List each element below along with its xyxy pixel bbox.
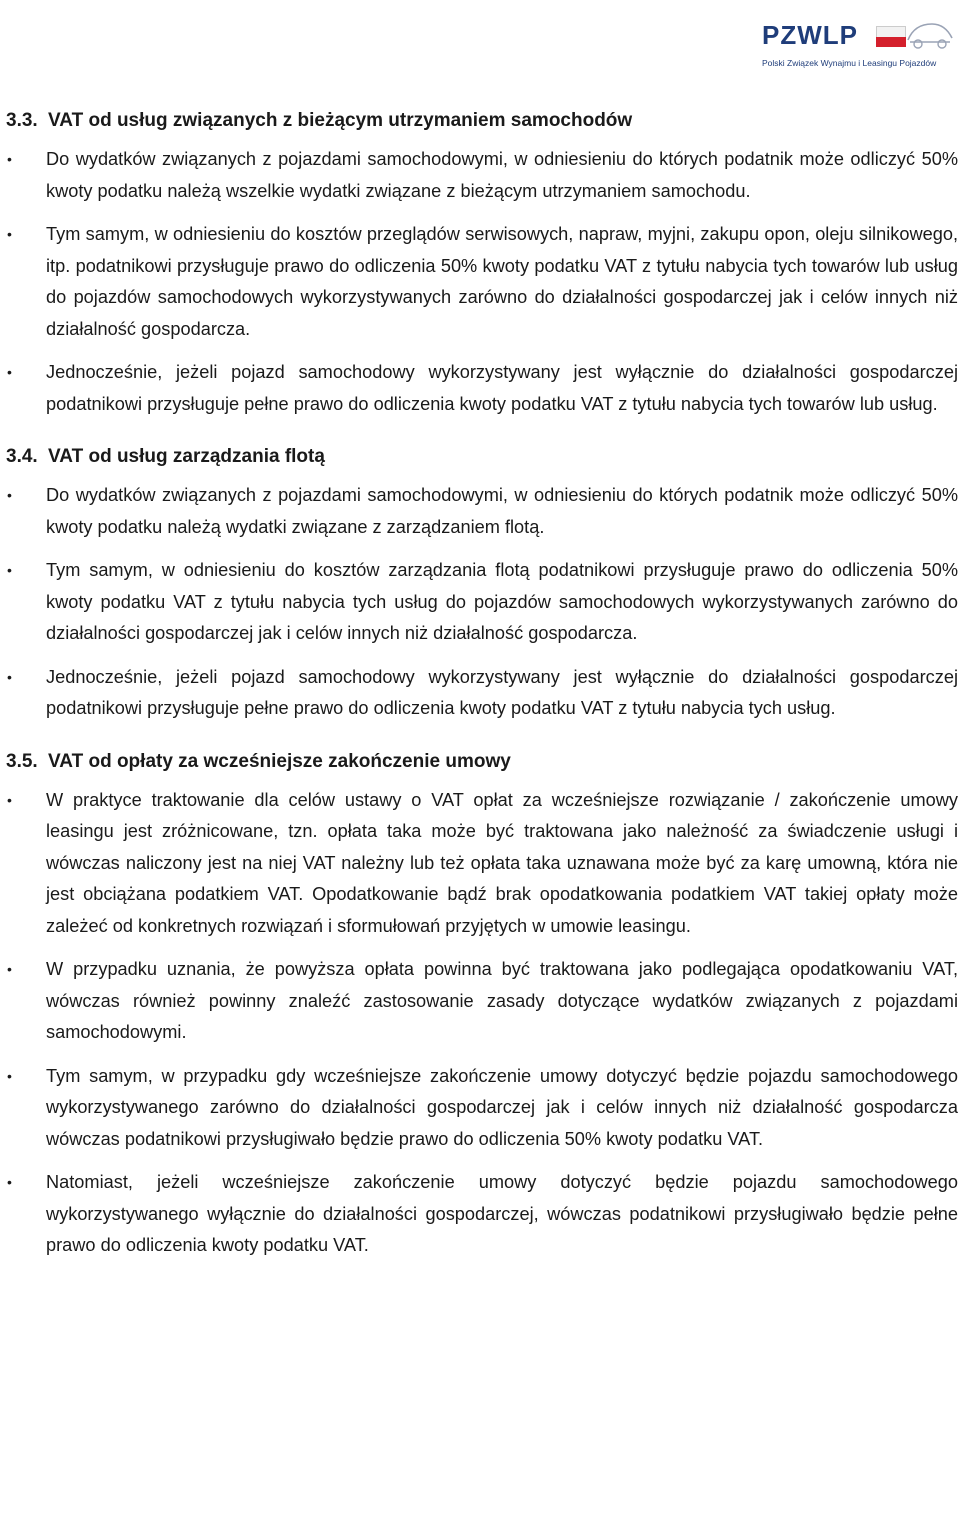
bullet-icon: • <box>7 961 12 977</box>
list-item: • Do wydatków związanych z pojazdami samochodowymi, w odniesieniu do których podatnik może odliczyć 50% kwoty podatku należą wszelkie wydatki związane z bieżącym utrzymaniem samochodu. <box>0 144 958 207</box>
section-title: VAT od opłaty za wcześniejsze zakończenie umowy <box>48 750 511 772</box>
bullet-list-3-5 <box>0 785 958 1262</box>
bullet-list-3-4 <box>0 480 958 725</box>
section-heading-3-3 <box>0 110 958 132</box>
bullet-icon: • <box>7 791 12 808</box>
list-item: • Jednocześnie, jeżeli pojazd samochodowy wykorzystywany jest wyłącznie do działalności gospodarczej podatnikowi przysługuje pełne prawo do odliczenia kwoty podatku VAT z tytułu nabycia tych towarów lub usług. <box>0 357 958 420</box>
bullet-icon: • <box>7 668 12 685</box>
list-item: • Jednocześnie, jeżeli pojazd samochodowy wykorzystywany jest wyłącznie do działalności gospodarczej podatnikowi przysługuje pełne prawo do odliczenia kwoty podatku VAT z tytułu nabycia tych usług. <box>0 662 958 725</box>
list-item: • W przypadku uznania, że powyższa opłata powinna być traktowana jako podlegająca opodatkowaniu VAT, wówczas również powinny znaleźć zastosowanie zasady dotyczące wydatków związanych z pojazdami samochodowymi. <box>0 954 958 1049</box>
bullet-icon: • <box>7 1067 12 1084</box>
list-item: • W praktyce traktowanie dla celów ustawy o VAT opłat za wcześniejsze rozwiązanie / zakończenie umowy leasingu jest zróżnicowane, tzn. opłata taka może być traktowana jako należność za świadczenie usługi i wówczas naliczony jest na niej VAT należny lub też opłata taka uznawana może być za karę umowną, która nie jest obciążana podatkiem VAT. Opodatkowanie bądź brak opodatkowania podatkiem VAT takiej opłaty może zależeć od konkretnych rozwiązań i sformułowań przyjętych w umowie leasingu. <box>0 785 958 943</box>
section-title: VAT od usług zarządzania flotą <box>48 446 325 467</box>
list-item: • Tym samym, w odniesieniu do kosztów przeglądów serwisowych, napraw, myjni, zakupu opon, oleju silnikowego, itp. podatnikowi przysługuje prawo do odliczenia 50% kwoty podatku VAT z tytułu nabycia tych towarów lub usług do pojazdów samochodowych wykorzystywanych zarówno do działalności gospodarczej jak i celów innych niż działalność gospodarcza. <box>0 219 958 345</box>
bullet-icon: • <box>7 487 12 503</box>
section-number: 3.4. <box>6 446 38 467</box>
bullet-list-3-3 <box>0 144 958 420</box>
bullet-icon: • <box>7 364 12 380</box>
bullet-icon: • <box>7 1174 12 1190</box>
document-body <box>0 110 958 1262</box>
section-heading-3-5 <box>0 751 958 773</box>
car-icon <box>906 18 954 52</box>
logo-tagline: Polski Związek Wynajmu i Leasingu Pojazdów <box>762 58 937 68</box>
bullet-icon: • <box>7 226 12 242</box>
section-number: 3.5. <box>6 750 38 772</box>
list-item: • Tym samym, w odniesieniu do kosztów zarządzania flotą podatnikowi przysługuje prawo do odliczenia 50% kwoty podatku VAT z tytułu nabycia tych usług do pojazdów samochodowych wykorzystywanych zarówno do działalności gospodarczej jak i celów innych niż działalność gospodarcza. <box>0 555 958 650</box>
section-number: 3.3. <box>6 110 38 131</box>
polish-flag-icon <box>876 26 906 46</box>
section-title: VAT od usług związanych z bieżącym utrzymaniem samochodów <box>48 110 633 131</box>
bullet-icon: • <box>7 562 12 578</box>
list-item: • Do wydatków związanych z pojazdami samochodowymi, w odniesieniu do których podatnik może odliczyć 50% kwoty podatku należą wydatki związane z zarządzaniem flotą. <box>0 480 958 543</box>
logo-wordmark: PZWLP <box>762 20 858 50</box>
section-heading-3-4 <box>0 446 958 468</box>
list-item: • Tym samym, w przypadku gdy wcześniejsze zakończenie umowy dotyczyć będzie pojazdu samochodowego wykorzystywanego zarówno do działalności gospodarczej jak i celów innych niż działalność gospodarcza wówczas podatnikowi przysługiwało będzie prawo do odliczenia 50% kwoty podatku VAT. <box>0 1061 958 1156</box>
bullet-icon: • <box>7 151 12 167</box>
pzwlp-logo <box>756 10 956 76</box>
list-item: • Natomiast, jeżeli wcześniejsze zakończenie umowy dotyczyć będzie pojazdu samochodowego wykorzystywanego wyłącznie do działalności gospodarczej, wówczas podatnikowi przysługiwało będzie pełne prawo do odliczenia kwoty podatku VAT. <box>0 1167 958 1262</box>
